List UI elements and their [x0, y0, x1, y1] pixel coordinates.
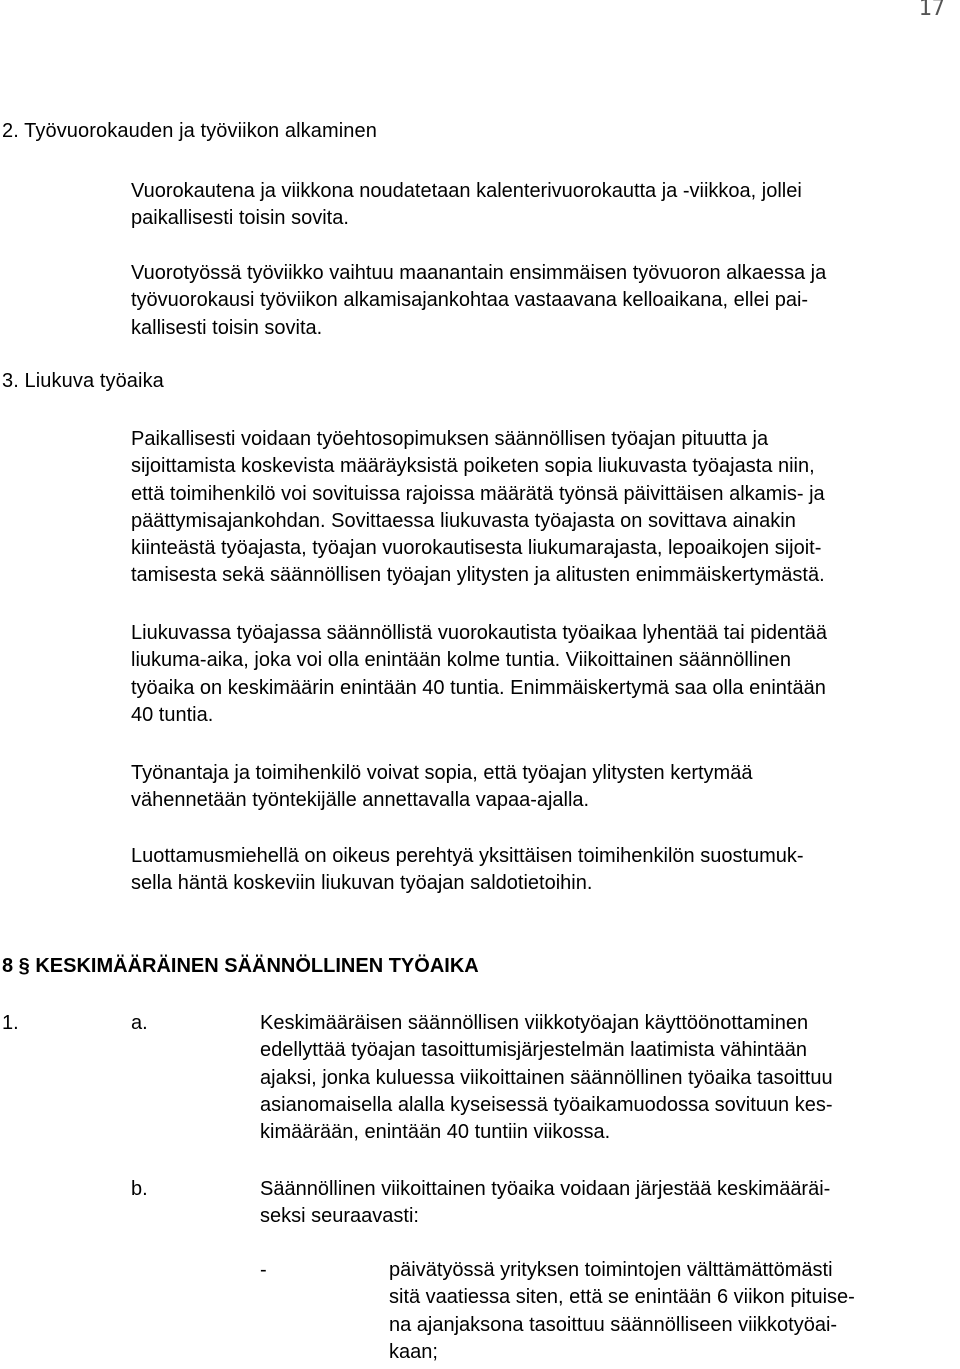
section3-paragraph-1: [131, 426, 959, 590]
text-line: 40 tuntia.: [131, 703, 214, 726]
text-line: kallisesti toisin sovita.: [131, 316, 323, 339]
section2-paragraph-1: [131, 178, 959, 233]
section-heading-2: 2. Työvuorokauden ja työviikon alkaminen: [2, 120, 377, 142]
text-line: ajaksi, jonka kuluessa viikoittainen säännöllinen työaika tasoittuu: [260, 1066, 833, 1089]
text-line: päivätyössä yrityksen toimintojen välttämättömästi: [389, 1259, 833, 1281]
list-item-b-text: [260, 1176, 940, 1231]
list-number: 1.: [2, 1012, 19, 1034]
text-line: kaan;: [389, 1340, 438, 1363]
section3-paragraph-4: [131, 843, 959, 898]
text-line: Säännöllinen viikoittainen työaika voidaan järjestää keskimääräi-: [260, 1178, 831, 1200]
text-line: sijoittamista koskevista määräyksistä poiketen sopia liukuvasta työajasta niin,: [131, 455, 815, 478]
text-line: vähennetään työntekijälle annettavalla vapaa-ajalla.: [131, 789, 590, 812]
page-number: 17: [918, 0, 945, 21]
text-line: kimäärään, enintään 40 tuntiin viikossa.: [260, 1121, 611, 1144]
text-line: Keskimääräisen säännöllisen viikkotyöajan käyttöönottaminen: [260, 1012, 809, 1034]
text-line: asianomaisella alalla kyseisessä työaikamuodossa sovituun kes-: [260, 1093, 833, 1116]
list-letter-a: a.: [131, 1012, 148, 1034]
section3-paragraph-2: [131, 620, 959, 729]
text-line: liukuma-aika, joka voi olla enintään kolme tuntia. Viikoittainen säännöllinen: [131, 649, 792, 672]
dash-bullet: -: [260, 1259, 267, 1281]
text-line: na ajanjaksona tasoittuu säännölliseen viikkotyöai-: [389, 1313, 838, 1336]
section2-paragraph-2: [131, 260, 959, 342]
text-line: edellyttää työajan tasoittumisjärjestelmän laatimista vähintään: [260, 1039, 807, 1062]
text-line: seksi seuraavasti:: [260, 1205, 419, 1228]
text-line: Työnantaja ja toimihenkilö voivat sopia, että työajan ylitysten kertymää: [131, 762, 753, 784]
section-heading-3: 3. Liukuva työaika: [2, 370, 164, 392]
list-item-a-text: [260, 1010, 940, 1146]
text-line: kiinteästä työajasta, työajan vuorokautisesta liukumarajasta, lepoaikojen sijoit-: [131, 537, 822, 560]
text-line: Paikallisesti voidaan työehtosopimuksen säännöllisen työajan pituutta ja: [131, 428, 769, 450]
list-letter-b: b.: [131, 1178, 148, 1200]
text-line: Luottamusmiehellä on oikeus perehtyä yksittäisen toimihenkilön suostumuk-: [131, 845, 804, 867]
text-line: Liukuvassa työajassa säännöllistä vuorokautista työaikaa lyhentää tai pidentää: [131, 622, 827, 644]
section-heading-8: 8 § KESKIMÄÄRÄINEN SÄÄNNÖLLINEN TYÖAIKA: [2, 955, 479, 977]
dash-item-text: [389, 1257, 949, 1366]
text-line: että toimihenkilö voi sovituissa rajoissa määrätä työnsä päivittäisen alkamis- ja: [131, 482, 825, 505]
text-line: Vuorotyössä työviikko vaihtuu maanantain ensimmäisen työvuoron alkaessa ja: [131, 262, 827, 284]
text-line: päättymisajankohdan. Sovittaessa liukuvasta työajasta on sovittava ainakin: [131, 509, 796, 532]
text-line: työaika on keskimäärin enintään 40 tuntia. Enimmäiskertymä saa olla enintään: [131, 676, 826, 699]
text-line: tamisesta sekä säännöllisen työajan ylitysten ja alitusten enimmäiskertymästä.: [131, 564, 825, 587]
section3-paragraph-3: [131, 760, 959, 815]
text-line: paikallisesti toisin sovita.: [131, 207, 349, 230]
text-line: Vuorokautena ja viikkona noudatetaan kalenterivuorokautta ja -viikkoa, jollei: [131, 180, 802, 202]
text-line: työvuorokausi työviikon alkamisajankohtaa vastaavana kelloaikana, ellei pai-: [131, 289, 809, 312]
text-line: sella häntä koskeviin liukuvan työajan saldotietoihin.: [131, 872, 593, 895]
text-line: sitä vaatiessa siten, että se enintään 6 viikon pituise-: [389, 1286, 855, 1309]
